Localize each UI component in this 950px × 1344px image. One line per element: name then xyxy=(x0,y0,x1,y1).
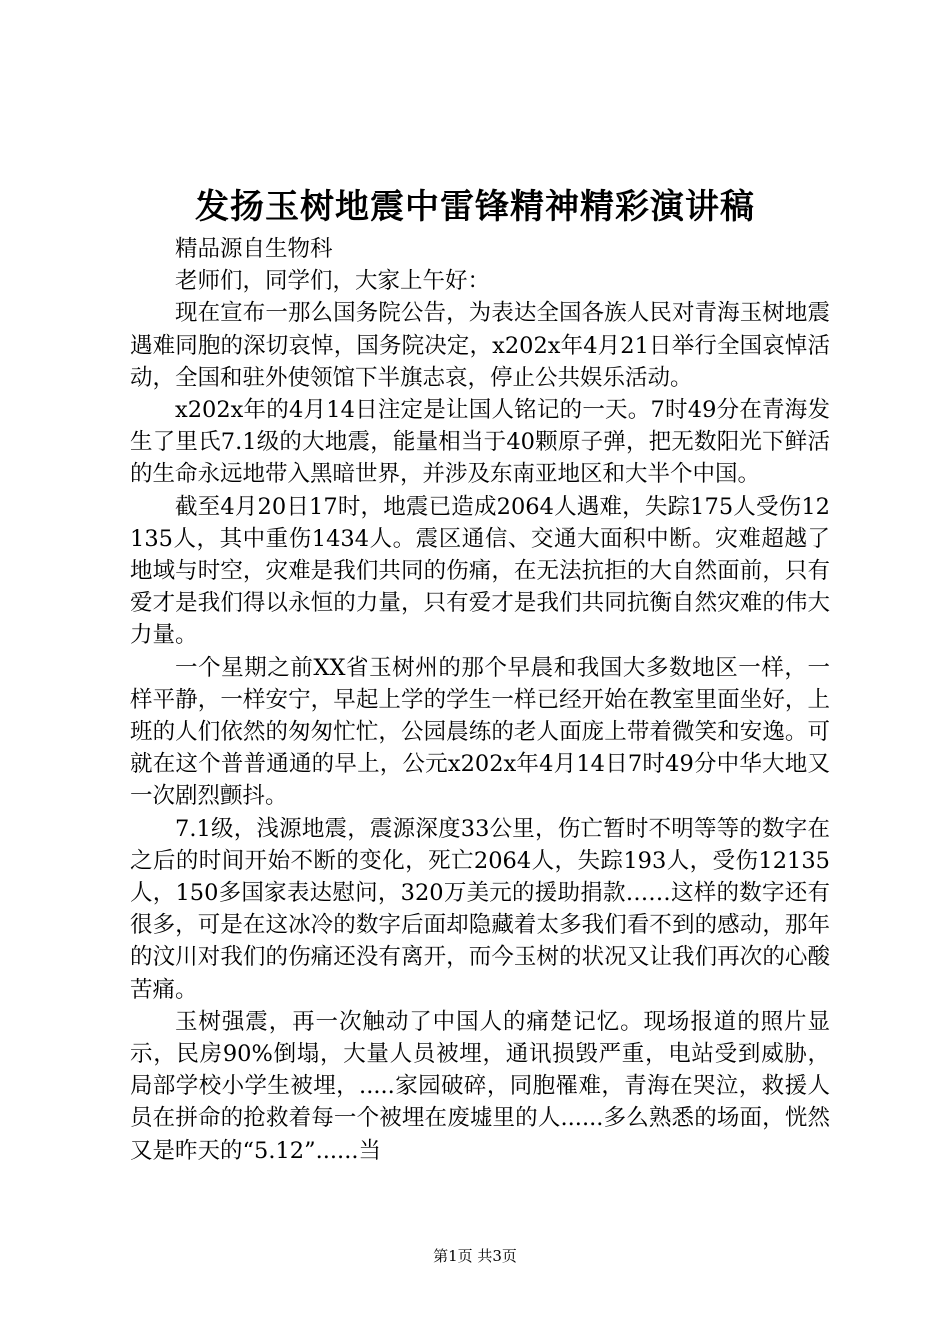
paragraph-greeting: 老师们，同学们，大家上午好： xyxy=(175,268,491,295)
document-body xyxy=(130,233,830,1167)
paragraph-numbers: 7.1级，浅源地震，震源深度33公里，伤亡暂时不明等等的数字在之后的时间开始不断的变化，死亡2064人，失踪193人，受伤12135人，150多国家表达慰问，320万美元的援助捐款……这样的数字还有很多，可是在这冰冷的数字后面却隐藏着太多我们看不到的感动，那年的汶川对我们的伤痛还没有离开，而今玉树的状况又让我们再次的心酸苦痛。 xyxy=(130,815,830,1003)
paragraph-announcement: 现在宣布一那么国务院公告，为表达全国各族人民对青海玉树地震遇难同胞的深切哀悼，国务院决定，x202x年4月21日举行全国哀悼活动，全国和驻外使领馆下半旗志哀，停止公共娱乐活动。 xyxy=(130,300,830,391)
page-footer: 第1页 共3页 xyxy=(433,1247,517,1265)
document-title: 发扬玉树地震中雷锋精神精彩演讲稿 xyxy=(195,187,755,227)
paragraph-memory: 玉树强震，再一次触动了中国人的痛楚记忆。现场报道的照片显示，民房90%倒塌，大量人员被埋，通讯损毁严重，电站受到威胁，局部学校小学生被埋，.....家园破碎，同胞罹难，青海在哭泣，救援人员在拼命的抢救着每一个被埋在废墟里的人......多么熟悉的场面，恍然又是昨天的“5.12”......当 xyxy=(130,1008,830,1164)
paragraph-casualties: 截至4月20日17时，地震已造成2064人遇难，失踪175人受伤12135人，其中重伤1434人。震区通信、交通大面积中断。灾难超越了地域与时空，灾难是我们共同的伤痛，在无法抗拒的大自然面前，只有爱才是我们得以永恒的力量，只有爱才是我们共同抗衡自然灾难的伟大力量。 xyxy=(130,493,830,649)
paragraph-source: 精品源自生物科 xyxy=(175,236,333,262)
paragraph-earthquake-date: x202x年的4月14日注定是让国人铭记的一天。7时49分在青海发生了里氏7.1级的大地震，能量相当于40颗原子弹，把无数阳光下鲜活的生命永远地带入黑暗世界，并涉及东南亚地区和大半个中国。 xyxy=(130,397,830,488)
paragraph-morning: 一个星期之前XX省玉树州的那个早晨和我国大多数地区一样，一样平静，一样安宁，早起上学的学生一样已经开始在教室里面坐好，上班的人们依然的匆匆忙忙，公园晨练的老人面庞上带着微笑和安逸。可就在这个普普通通的早上，公元x202x年4月14日7时49分中华大地又一次剧烈颤抖。 xyxy=(130,654,830,810)
